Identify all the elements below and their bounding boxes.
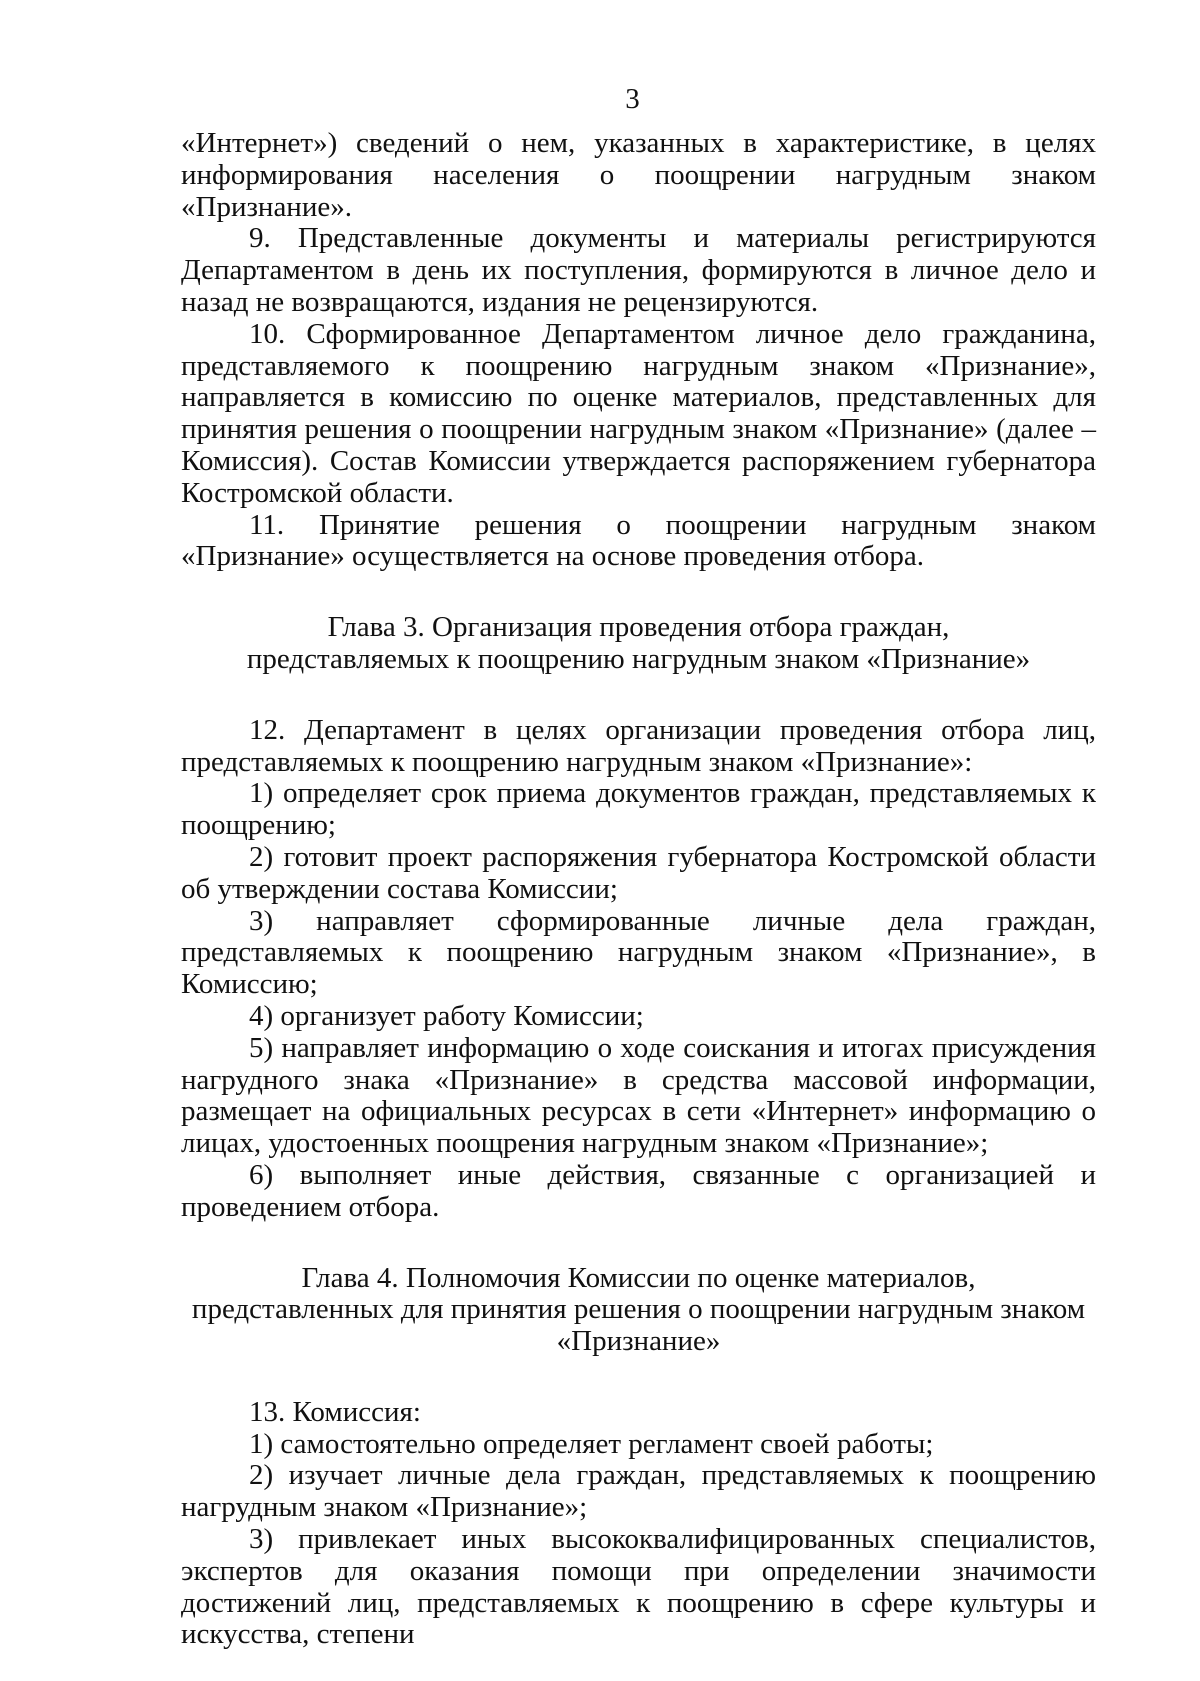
paragraph-12-item-4: 4) организует работу Комиссии; [249, 999, 644, 1032]
paragraph-9: 9. Представленные документы и материалы регистрируются Департаментом в день их поступления, формируются в личное дело и назад не возвращаются, издания не рецензируются. [181, 222, 1096, 318]
paragraph-12-item-5: 5) направляет информацию о ходе соискания и итогах присуждения нагрудного знака «Признание» в средства массовой информации, размещает на официальных ресурсах в сети «Интернет» информацию о лицах, удостоенных поощрения нагрудным знаком «Признание»; [181, 1031, 1096, 1160]
paragraph-12-item-2: 2) готовит проект распоряжения губернатора Костромской области об утверждении состава Комиссии; [181, 840, 1096, 905]
paragraph-13-item-2: 2) изучает личные дела граждан, представляемых к поощрению нагрудным знаком «Признание»; [181, 1459, 1096, 1524]
paragraph-13-item-3: 3) привлекает иных высококвалифицированных специалистов, экспертов для оказания помощи при определении значимости достижений лиц, представляемых к поощрению в сфере культуры и искусства, степени [181, 1523, 1096, 1651]
paragraph-8-continuation: «Интернет») сведений о нем, указанных в характеристике, в целях информирования населения о поощрении нагрудным знаком «Признание». [181, 127, 1096, 223]
chapter-4-title-line-3: «Признание» [556, 1325, 721, 1358]
chapter-3-title-line-2: представляемых к поощрению нагрудным знаком «Признание» [246, 642, 1031, 675]
chapter-4-heading [181, 1263, 1096, 1358]
paragraph-13: 13. Комиссия: [249, 1395, 421, 1428]
paragraph-12-item-1: 1) определяет срок приема документов граждан, представляемых к поощрению; [181, 777, 1096, 842]
paragraph-12: 12. Департамент в целях организации проведения отбора лиц, представляемых к поощрению нагрудным знаком «Признание»: [181, 713, 1096, 778]
chapter-3-body [181, 715, 1096, 1224]
chapter-4-title-line-2: представленных для принятия решения о поощрении нагрудным знаком [191, 1293, 1086, 1326]
document-body [181, 128, 1096, 1651]
chapter-3-heading [181, 612, 1096, 676]
page-number: 3 [625, 83, 640, 115]
paragraph-12-item-6: 6) выполняет иные действия, связанные с организацией и проведением отбора. [181, 1158, 1096, 1223]
paragraph-13-item-1: 1) самостоятельно определяет регламент своей работы; [249, 1427, 934, 1460]
chapter-4-title-line-1: Глава 4. Полномочия Комиссии по оценке материалов, [301, 1261, 976, 1294]
chapter-4-body [181, 1397, 1096, 1651]
paragraph-12-item-3: 3) направляет сформированные личные дела граждан, представляемых к поощрению нагрудным знаком «Признание», в Комиссию; [181, 904, 1096, 1001]
chapter-3-title-line-1: Глава 3. Организация проведения отбора граждан, [327, 611, 950, 644]
paragraph-10: 10. Сформированное Департаментом личное дело гражданина, представляемого к поощрению нагрудным знаком «Признание», направляется в комиссию по оценке материалов, представленных для принятия решения о поощрении нагрудным знаком «Признание» (далее – Комиссия). Состав Комиссии утверждается распоряжением губернатора Костромской области. [181, 317, 1096, 509]
paragraph-11: 11. Принятие решения о поощрении нагрудным знаком «Признание» осуществляется на основе проведения отбора. [181, 508, 1096, 573]
